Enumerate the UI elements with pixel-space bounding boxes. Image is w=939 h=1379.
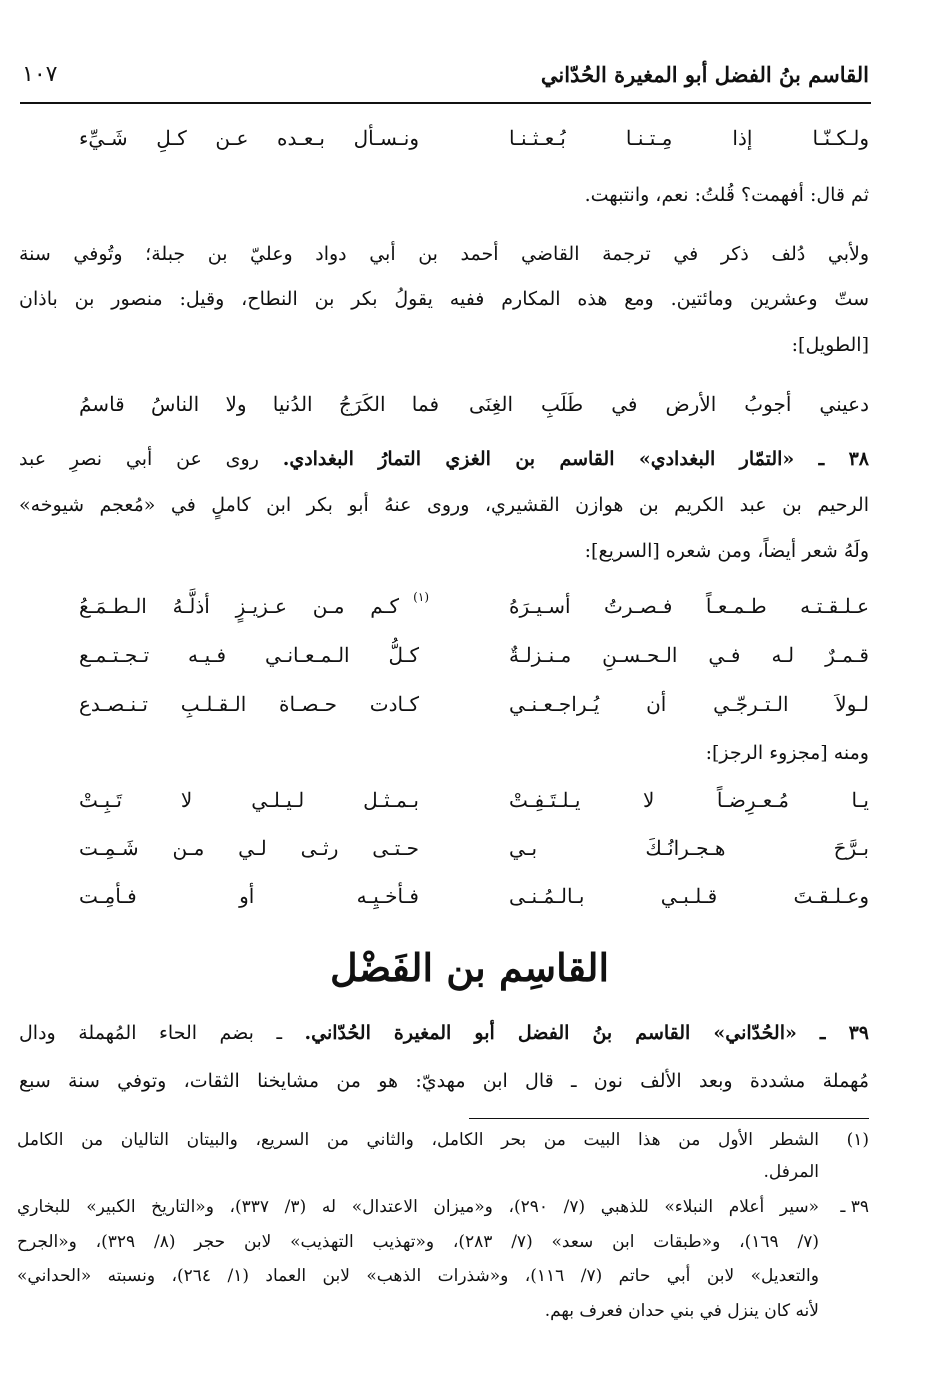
paragraph-line: ولأبي دُلف ذكر في ترجمة القاضي أحمد بن أبي دواد وعليّ بن جبلة؛ وتُوفي سنة xyxy=(19,243,869,265)
footnote-line: «سير أعلام النبلاء» للذهبي (٧/ ٢٩٠)، و«ميزان الاعتدال» له (٣/ ٣٣٧)، و«التاريخ الكبير» للبخاري xyxy=(17,1197,820,1217)
verse-second-hemistich: حـتـى رثـى لـي مـن شَـمِـت xyxy=(79,836,419,860)
verse-first-hemistich: بـرَّحَ هـجـرانُـكَ بـي xyxy=(509,836,869,860)
entry-text: ـ بضم الحاء المُهملة ودال xyxy=(19,1022,283,1044)
paragraph-line: مُهملة مشددة وبعد الألف نون ـ قال ابن مهديّ: هو من مشايخنا الثقات، وتوفي سنة سبع xyxy=(19,1070,869,1092)
meter-label: [الطويل]: xyxy=(791,334,869,356)
verse-second-hemistich: ونـسـأل بـعـده عـن كـلِ شَـيِّء xyxy=(79,126,419,150)
footnote-reference: (١) xyxy=(413,590,429,604)
verse xyxy=(79,126,869,166)
verse-second-hemistich: كـلُّ الـمـعـانـي فـيـه تـجـتـمـع xyxy=(79,643,419,667)
verse-first-hemistich: دعيني أجوبُ الأرض في طَلَبِ الغِنَى xyxy=(469,392,869,416)
entry-heading: ٣٩ ـ «الحُدّاني» القاسم بنُ الفضل أبو المغيرة الحُدّاني. xyxy=(304,1022,869,1044)
footnote-line: المرفل. xyxy=(763,1162,819,1182)
meter-label: ومنه [مجزوء الرجز]: xyxy=(705,742,869,764)
verse xyxy=(79,590,869,634)
running-title: القاسم بنُ الفضل أبو المغيرة الحُدّاني xyxy=(540,62,869,87)
paragraph-line: الرحيم بن عبد الكريم بن هوازن القشيري، وروى عنهُ أبو بكر ابن كاملٍ في «مُعجم شيوخه» xyxy=(19,494,869,516)
entry-heading: ٣٨ ـ «التمّار البغدادي» القاسم بن الغزي التمارُ البغدادي. xyxy=(282,448,869,470)
verse-first-hemistich: وعـلـقـتَ قـلـبـي بـالـمُـنـى xyxy=(509,884,869,908)
page-number: ١٠٧ xyxy=(22,62,58,87)
verse-second-hemistich: بـمـثـل لـيـلـي لا تَـبِـتْ xyxy=(79,788,419,812)
entry-text: روى عن أبي نصرِ عبد xyxy=(19,448,259,470)
verse xyxy=(79,392,869,432)
paragraph-line: ولَهُ شعر أيضاً، ومن شعره [السريع]: xyxy=(584,540,869,562)
verse-first-hemistich: قـمـرٌ لـه فـي الـحـسـنِ مـنـزلـةٌ xyxy=(509,643,869,667)
footnote-line: لأنه كان ينزل في بني حدان فعرف بهم. xyxy=(544,1301,819,1321)
footnote-line: (٧/ ١٦٩)، و«طبقات ابن سعد» (٧/ ٢٨٣)، و«تهذيب التهذيب» لابن حجر (٨/ ٣٢٩)، و«الجرح xyxy=(17,1232,819,1252)
verse xyxy=(79,643,869,683)
section-heading: القاسِم بن الفَضْل xyxy=(329,945,610,990)
footnote-marker: ٣٩ ـ xyxy=(840,1197,869,1217)
footnote-divider xyxy=(469,1118,869,1119)
verse-first-hemistich: لـولاَ الـتـرجّـي أن يُـراجـعـنـي xyxy=(509,692,869,716)
verse-first-hemistich: عـلـقـتـه طـمـعـاً فـصـرتُ أسـيـرَهُ xyxy=(509,594,869,618)
dialogue-line: ثم قال: أفهمت؟ قُلتُ: نعم، وانتبهت. xyxy=(584,184,869,206)
verse-second-hemistich: فما الكَرَجُ الدُنيا ولا الناسُ قاسمُ xyxy=(79,392,439,416)
verse-first-hemistich: يـا مُـعـرِضـاً لا يـلـتَـفِـتْ xyxy=(509,788,869,812)
verse-first-hemistich: ولـكـنّـا إذا مِـتـنـا بُـعـثـنـا xyxy=(509,126,869,150)
header-divider xyxy=(20,102,871,104)
footnote-line: الشطر الأول من هذا البيت من بحر الكامل، والثاني من السريع، والبيتان التاليان من الكامل xyxy=(17,1130,819,1150)
verse xyxy=(79,692,869,732)
verse-second-hemistich: كـادت حـصـاة الـقـلـبِ تـنـصـدع xyxy=(79,692,419,716)
verse-second-hemistich: فـأخـيِـه أو فـأمِـت xyxy=(79,884,419,908)
footnote-marker: (١) xyxy=(846,1130,869,1150)
entry-39-first-line xyxy=(19,1022,869,1044)
verse-second-hemistich: كـم مـن عـزيـزٍ أذلَّـهُ الـطـمَـعُ xyxy=(79,594,399,618)
entry-38-first-line xyxy=(19,448,869,470)
verse xyxy=(79,836,869,876)
verse xyxy=(79,884,869,924)
verse xyxy=(79,788,869,828)
paragraph-line: ستّ وعشرين ومائتين. ومع هذه المكارم ففيه يقولُ بكر بن النطاح، وقيل: منصور بن باذان xyxy=(19,288,869,310)
footnote-line: والتعديل» لابن أبي حاتم (٧/ ١١٦)، و«شذرات الذهب» لابن العماد (١/ ٢٦٤)، ونسبته «الحداني» xyxy=(17,1266,819,1286)
